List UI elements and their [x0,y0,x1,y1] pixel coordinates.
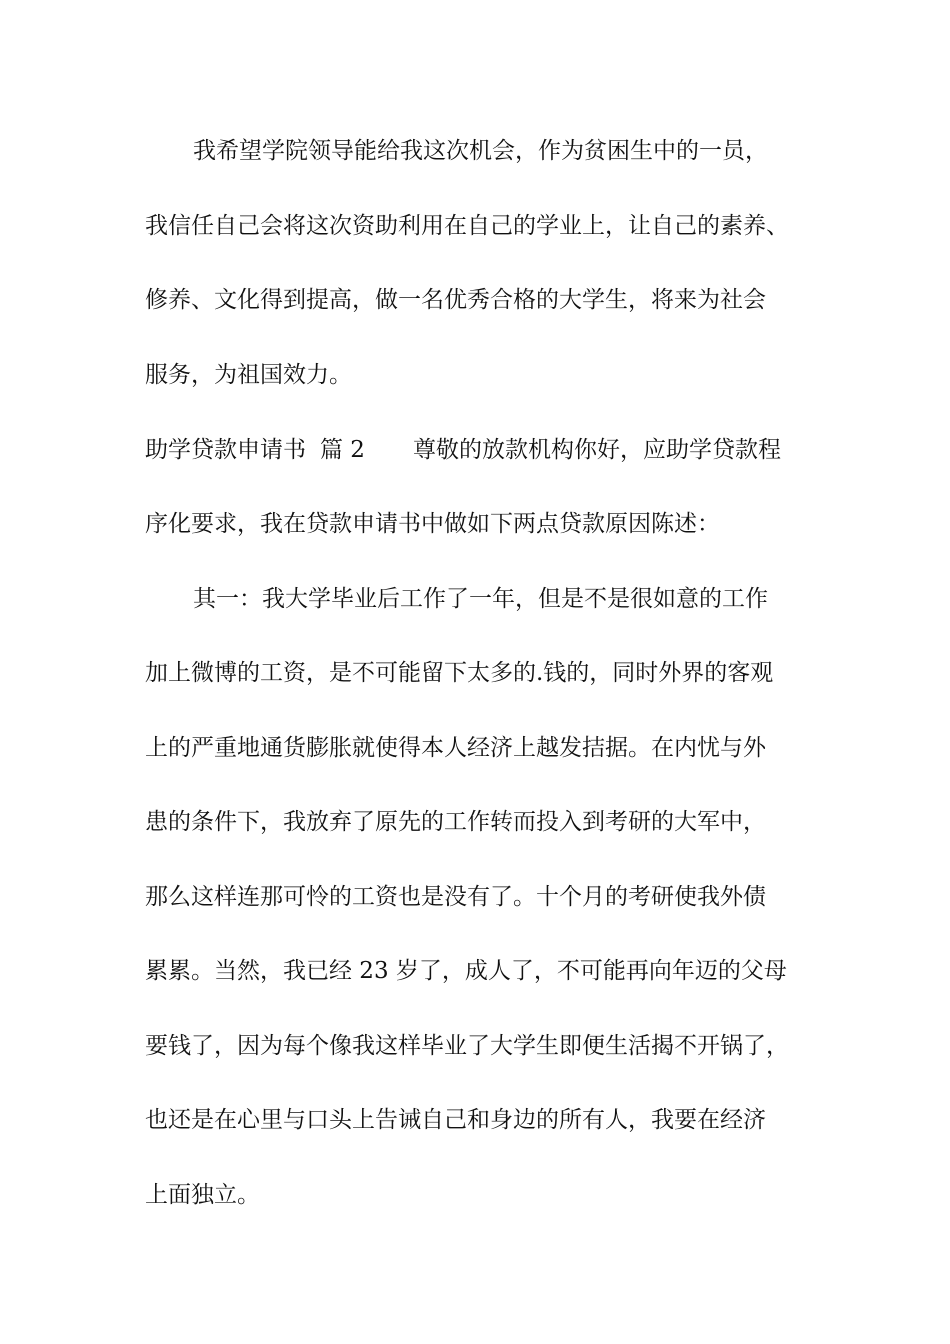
paragraph-1-line-2: 我信任自己会将这次资助利用在自己的学业上，让自己的素养、 [145,213,789,239]
paragraph-3-line-6: 累累。当然，我已经 23 岁了，成人了，不可能再向年迈的父母 [145,958,787,984]
paragraph-1-line-4: 服务，为祖国效力。 [145,362,352,388]
paragraph-3-line-2: 加上微博的工资，是不可能留下太多的.钱的，同时外界的客观 [145,660,774,686]
paragraph-3-line-7: 要钱了，因为每个像我这样毕业了大学生即便生活揭不开锅了， [145,1033,789,1059]
paragraph-3-line-4: 患的条件下，我放弃了原先的工作转而投入到考研的大军中， [145,809,766,835]
paragraph-3-line-3: 上的严重地通货膨胀就使得本人经济上越发拮据。在内忧与外 [145,735,766,761]
paragraph-3-line-1: 其一：我大学毕业后工作了一年，但是不是很如意的工作 [193,586,768,612]
paragraph-3-line-5: 那么这样连那可怜的工资也是没有了。十个月的考研使我外债 [145,884,766,910]
section-heading-line [145,436,781,464]
paragraph-1-line-1: 我希望学院领导能给我这次机会，作为贫困生中的一员， [193,138,768,164]
section-title: 助学贷款申请书 [145,437,306,463]
paragraph-2-line-2: 序化要求，我在贷款申请书中做如下两点贷款原因陈述： [145,511,720,537]
paragraph-2-line-1: 尊敬的放款机构你好，应助学贷款程 [412,437,781,463]
paragraph-3-line-9: 上面独立。 [145,1182,260,1208]
section-number: 篇 2 [320,437,365,463]
paragraph-3-line-8: 也还是在心里与口头上告诫自己和身边的所有人，我要在经济 [145,1107,766,1133]
paragraph-1-line-3: 修养、文化得到提高，做一名优秀合格的大学生，将来为社会 [145,287,766,313]
